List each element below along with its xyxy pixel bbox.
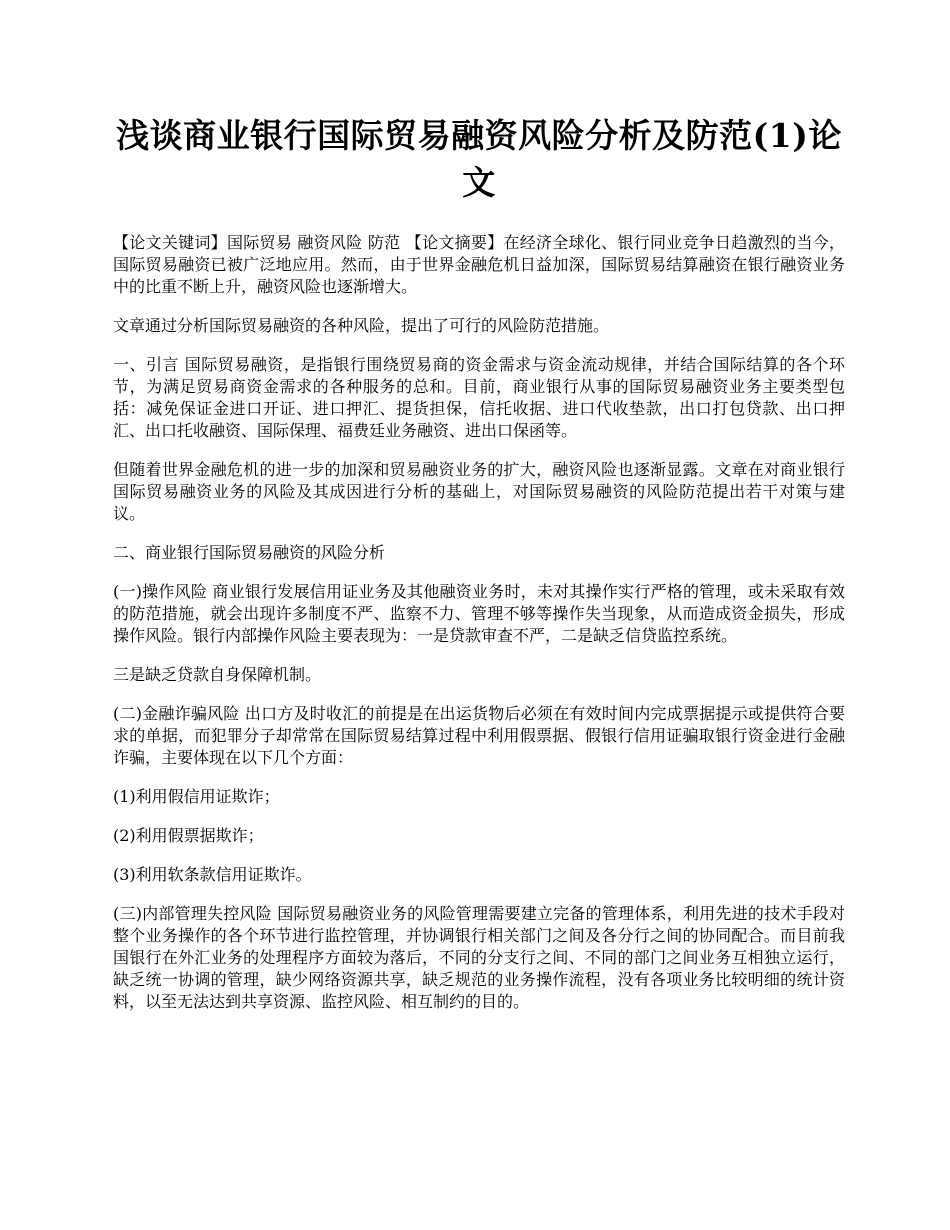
- document-title: 浅谈商业银行国际贸易融资风险分析及防范(1)论文: [116, 116, 842, 202]
- list-item-soft-clause-lc: (3)利用软条款信用证欺诈。: [113, 865, 312, 884]
- section-heading-risk-analysis: 二、商业银行国际贸易融资的风险分析: [113, 543, 386, 562]
- paragraph-introduction: 一、引言 国际贸易融资，是指银行围绕贸易商的资金需求与资金流动规律，并结合国际结算的各个环节，为满足贸易商资金需求的各种服务的总和。目前，商业银行从事的国际贸易融资业务主要类型包括：减免保证金进口开证、进口押汇、提货担保，信托收据、进口代收垫款，出口打包贷款、出口押汇、出口托收融资、国际保理、福费廷业务融资、进出口保函等。: [113, 355, 845, 440]
- paragraph-internal-control-risk: (三)内部管理失控风险 国际贸易融资业务的风险管理需要建立完备的管理体系，利用先进的技术手段对整个业务操作的各个环节进行监控管理，并协调银行相关部门之间及各分行之间的协同配合。而目前我国银行在外汇业务的处理程序方面较为落后，不同的分支行之间、不同的部门之间业务互相独立运行，缺乏统一协调的管理，缺少网络资源共享，缺乏规范的业务操作流程，没有各项业务比较明细的统计资料，以至无法达到共享资源、监控风险、相互制约的目的。: [113, 904, 845, 1011]
- paragraph-loan-protection: 三是缺乏贷款自身保障机制。: [113, 665, 322, 684]
- paragraph-keywords-abstract: 【论文关键词】国际贸易 融资风险 防范 【论文摘要】在经济全球化、银行同业竞争日趋激烈的当今，国际贸易融资已被广泛地应用。然而，由于世界金融危机日益加深，国际贸易结算融资在银行融资业务中的比重不断上升，融资风险也逐渐增大。: [113, 233, 845, 296]
- paragraph-background: 但随着世界金融危机的进一步的加深和贸易融资业务的扩大，融资风险也逐渐显露。文章在对商业银行国际贸易融资业务的风险及其成因进行分析的基础上，对国际贸易融资的风险防范提出若干对策与建议。: [113, 460, 845, 523]
- paragraph-summary: 文章通过分析国际贸易融资的各种风险，提出了可行的风险防范措施。: [113, 316, 610, 335]
- paragraph-fraud-risk: (二)金融诈骗风险 出口方及时收汇的前提是在出运货物后必须在有效时间内完成票据提示或提供符合要求的单据，而犯罪分子却常常在国际贸易结算过程中利用假票据、假银行信用证骗取银行资金进行金融诈骗，主要体现在以下几个方面：: [113, 704, 845, 767]
- paragraph-operational-risk: (一)操作风险 商业银行发展信用证业务及其他融资业务时，未对其操作实行严格的管理，或未采取有效的防范措施，就会出现许多制度不严、监察不力、管理不够等操作失当现象，从而造成资金损失，形成操作风险。银行内部操作风险主要表现为：一是贷款审查不严，二是缺乏信贷监控系统。: [113, 582, 845, 645]
- list-item-fake-bills: (2)利用假票据欺诈；: [113, 826, 264, 845]
- list-item-fake-lc: (1)利用假信用证欺诈；: [113, 787, 280, 806]
